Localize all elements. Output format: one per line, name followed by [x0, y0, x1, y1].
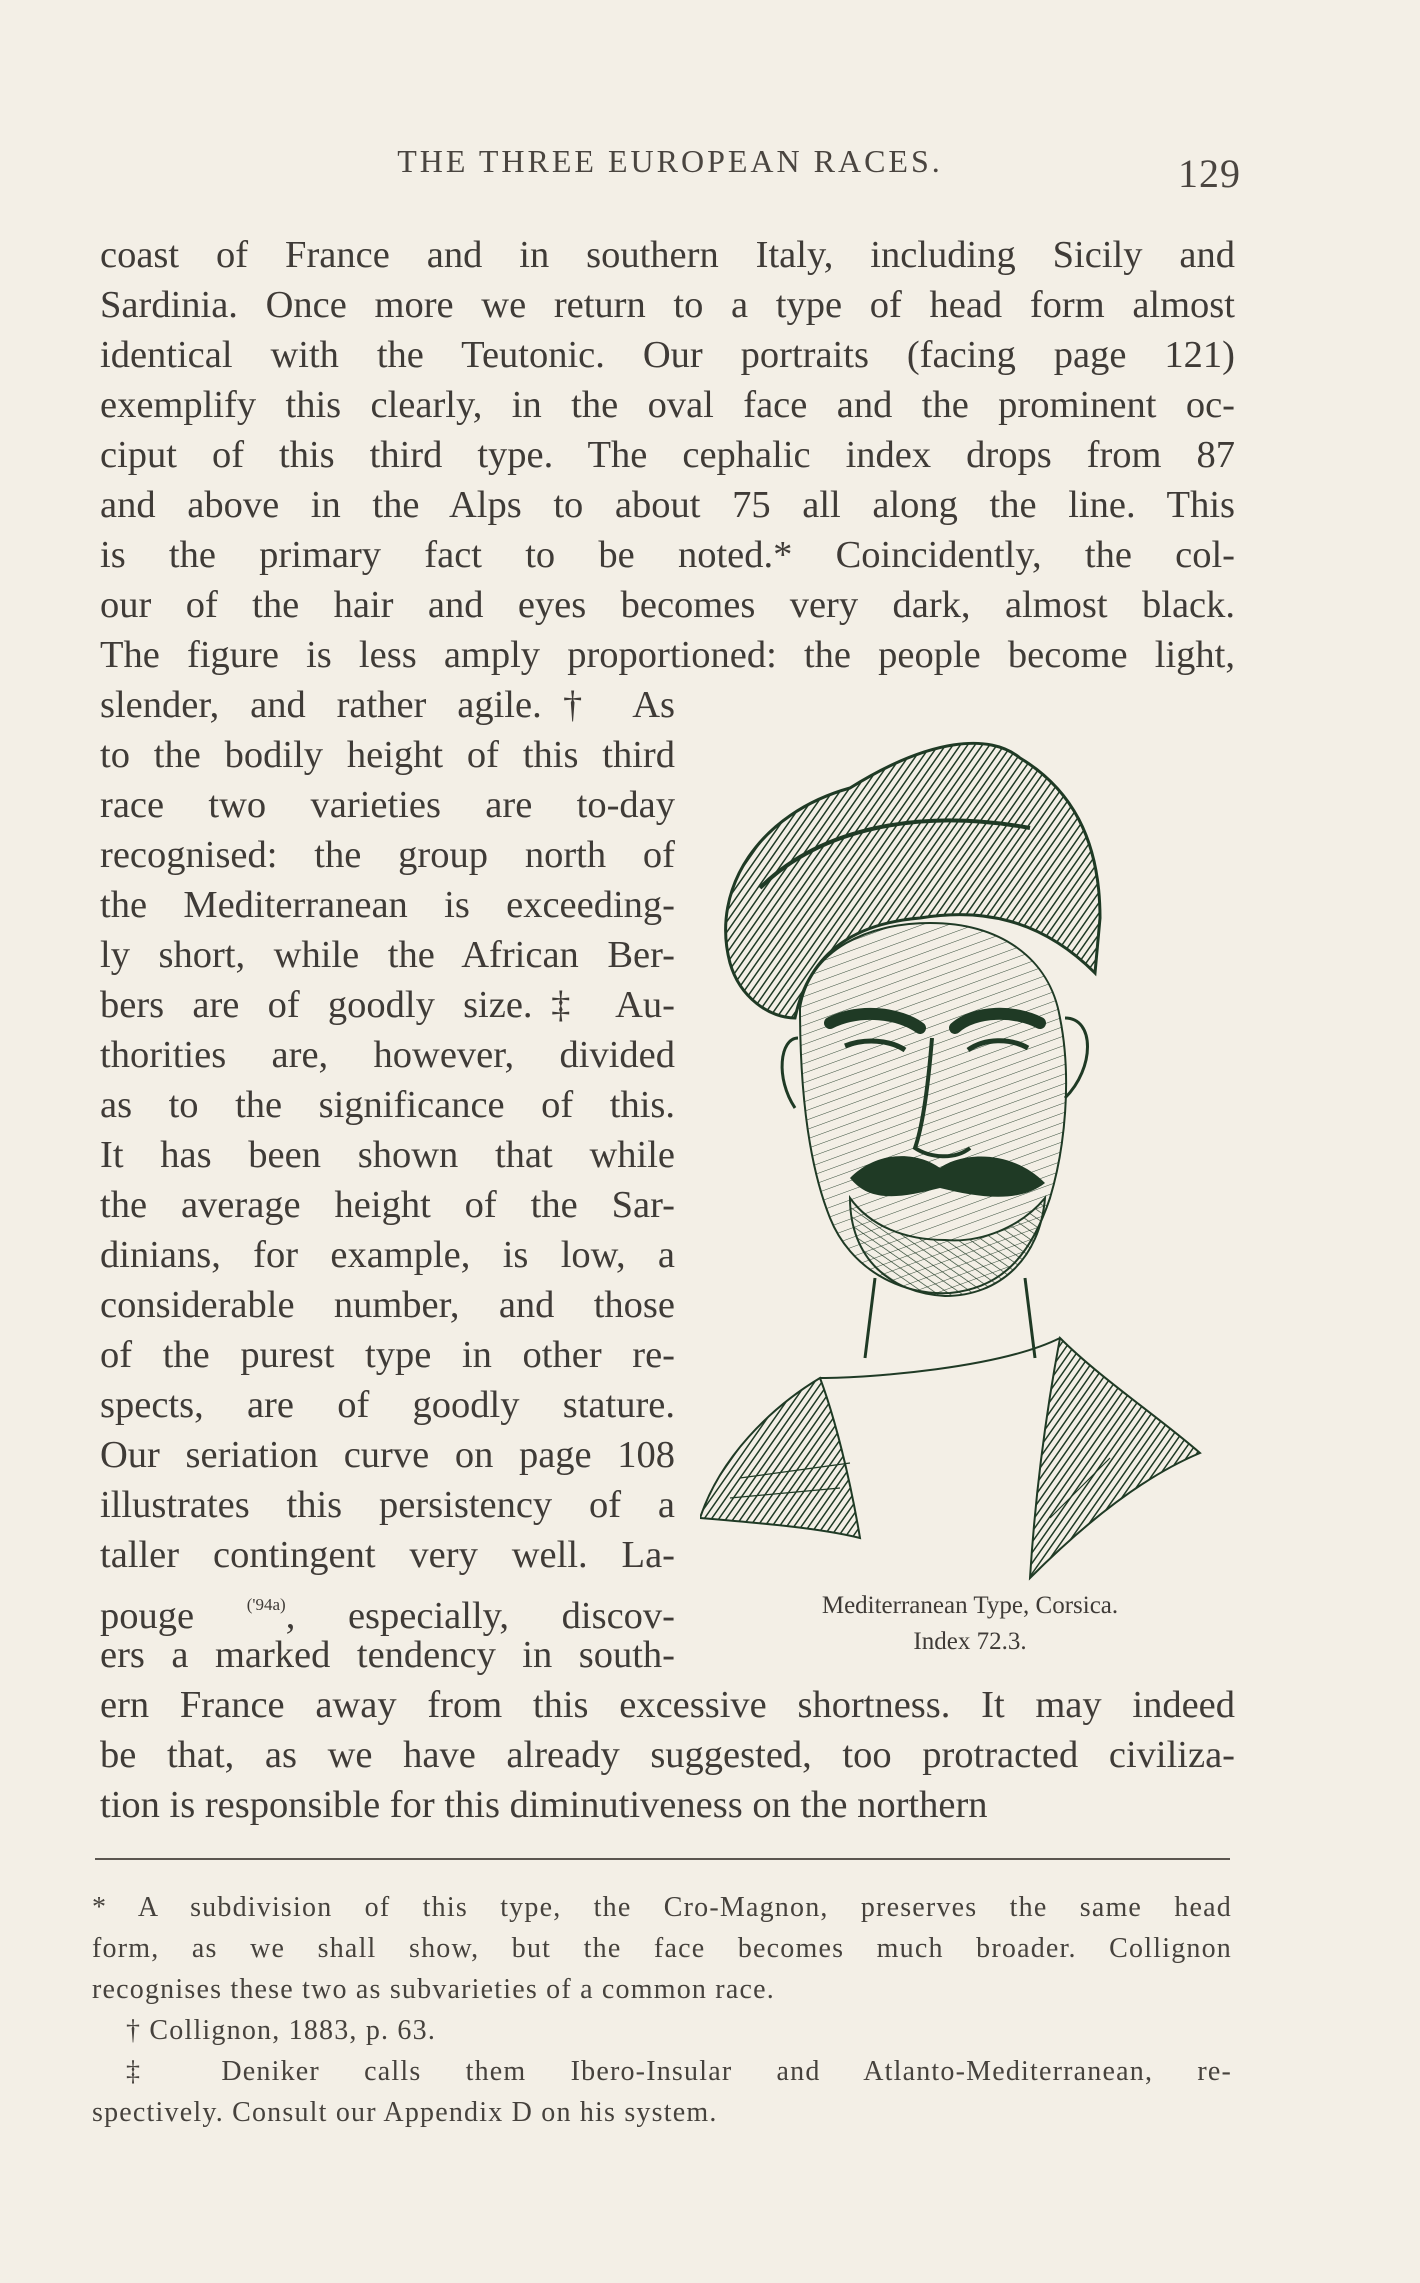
body-line: tion is responsible for this diminutiveness on the northern	[100, 1784, 988, 1826]
body-line: coast of France and in southern Italy, including Sicily and	[100, 234, 1235, 276]
running-head: THE THREE EUROPEAN RACES.	[397, 143, 943, 179]
body-line: ern France away from this excessive shortness. It may indeed	[100, 1684, 1235, 1726]
footnote-rule	[95, 1858, 1230, 1860]
portrait-illustration	[700, 718, 1240, 1588]
footnote-line: spectively. Consult our Appendix D on his system.	[92, 2097, 718, 2128]
body-line: be that, as we have already suggested, too protracted civiliza-	[100, 1734, 1235, 1776]
body-line: as to the significance of this.	[100, 1084, 675, 1126]
footnote-line: recognises these two as subvarieties of a common race.	[92, 1974, 775, 2005]
body-line: considerable number, and those	[100, 1284, 675, 1326]
body-line: slender, and rather agile.† As	[100, 684, 675, 726]
portrait-figure	[700, 718, 1240, 1588]
body-line: ers a marked tendency in south-	[100, 1634, 675, 1676]
body-line: is the primary fact to be noted.* Coincidently, the col-	[100, 534, 1235, 576]
body-line: exemplify this clearly, in the oval face and the prominent oc-	[100, 384, 1235, 426]
body-line: thorities are, however, divided	[100, 1034, 675, 1076]
body-line: race two varieties are to-day	[100, 784, 675, 826]
body-line: bers are of goodly size.‡ Au-	[100, 984, 675, 1026]
lapouge-rest: , especially, discov-	[285, 1595, 676, 1637]
lapouge-word: pouge	[100, 1595, 195, 1637]
body-line: and above in the Alps to about 75 all along the line. This	[100, 484, 1235, 526]
body-line: The figure is less amply proportioned: the people become light,	[100, 634, 1235, 676]
body-line: our of the hair and eyes becomes very dark, almost black.	[100, 584, 1235, 626]
footnote-line: form, as we shall show, but the face becomes much broader. Collignon	[92, 1933, 1232, 1964]
body-line: Sardinia. Once more we return to a type of head form almost	[100, 284, 1235, 326]
body-line: ly short, while the African Ber-	[100, 934, 675, 976]
body-line: to the bodily height of this third	[100, 734, 675, 776]
footnote-line: ‡ Deniker calls them Ibero-Insular and Atlanto-Mediterranean, re-	[126, 2056, 1232, 2087]
body-line: Our seriation curve on page 108	[100, 1434, 675, 1476]
body-line: taller contingent very well. La-	[100, 1534, 675, 1576]
body-line: of the purest type in other re-	[100, 1334, 675, 1376]
body-line: the Mediterranean is exceeding-	[100, 884, 675, 926]
footnote-line: † Collignon, 1883, p. 63.	[126, 2015, 437, 2046]
figure-caption-index: Index 72.3.	[913, 1628, 1027, 1655]
page-number: 129	[1178, 151, 1241, 196]
body-line: the average height of the Sar-	[100, 1184, 675, 1226]
body-line: identical with the Teutonic. Our portraits (facing page 121)	[100, 334, 1235, 376]
body-line: It has been shown that while	[100, 1134, 675, 1176]
body-line: recognised: the group north of	[100, 834, 675, 876]
body-line: dinians, for example, is low, a	[100, 1234, 675, 1276]
citation-reference: ('94a)	[246, 1595, 286, 1614]
footnote-line: * A subdivision of this type, the Cro-Magnon, preserves the same head	[92, 1892, 1232, 1923]
body-line: spects, are of goodly stature.	[100, 1384, 675, 1426]
body-line: illustrates this persistency of a	[100, 1484, 675, 1526]
body-line: ciput of this third type. The cephalic index drops from 87	[100, 434, 1235, 476]
figure-caption: Mediterranean Type, Corsica.	[821, 1592, 1119, 1619]
